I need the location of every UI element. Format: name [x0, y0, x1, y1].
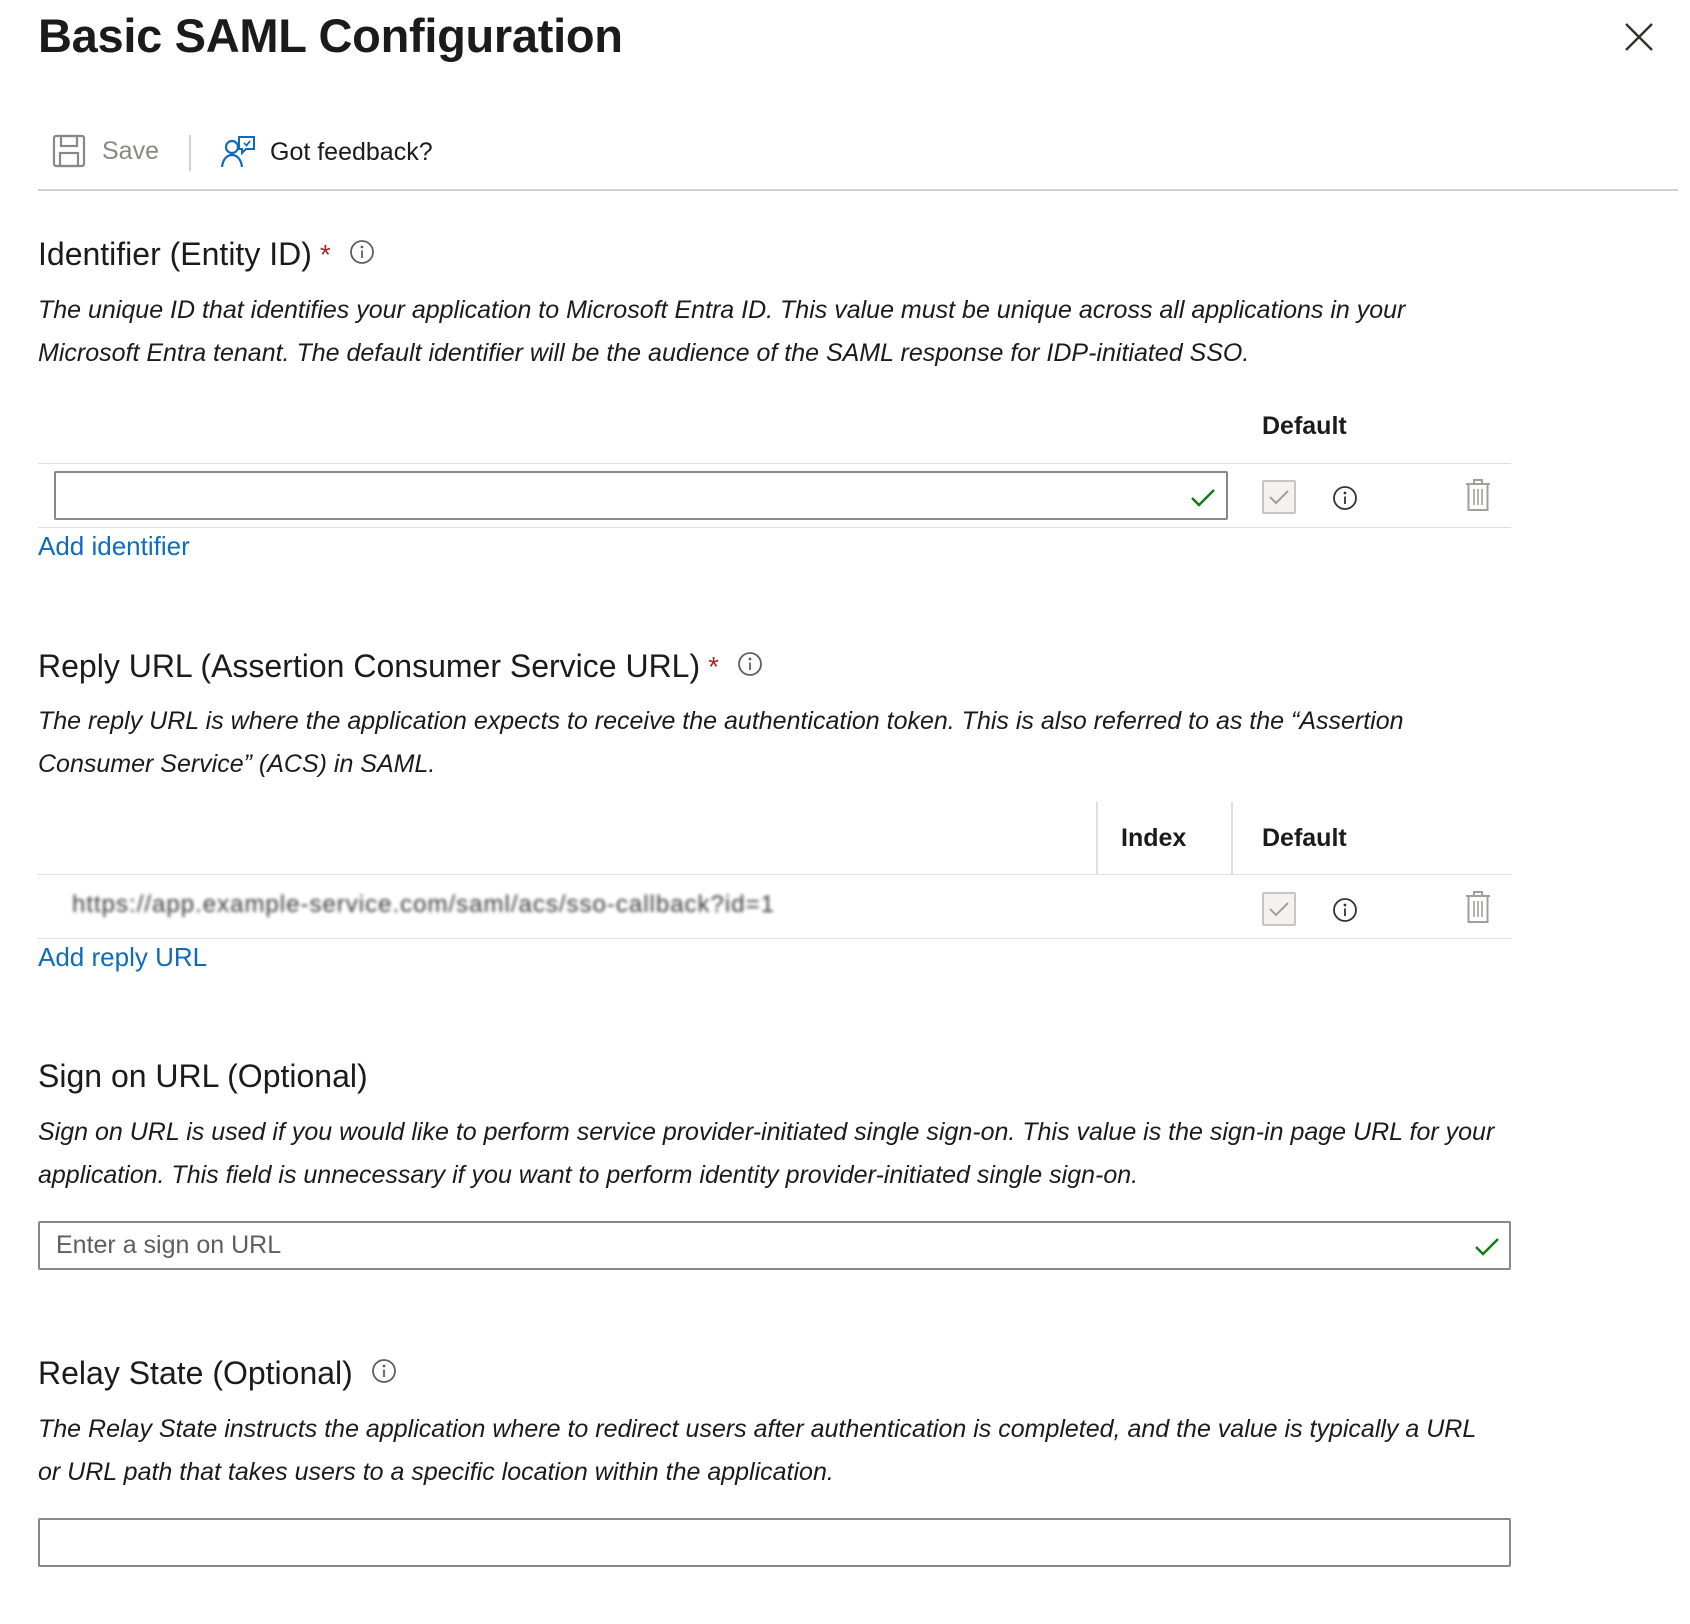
feedback-icon [220, 134, 256, 170]
identifier-input[interactable] [54, 471, 1228, 520]
required-marker: * [708, 650, 720, 682]
checkmark-icon [1268, 900, 1290, 918]
column-index: Index [1121, 824, 1187, 852]
add-reply-url-link[interactable]: Add reply URL [38, 942, 208, 972]
sign-on-url-heading [38, 1058, 368, 1095]
column-divider [1096, 802, 1098, 874]
delete-button[interactable] [1465, 890, 1491, 929]
info-icon[interactable] [349, 236, 375, 273]
identifier-heading [38, 236, 375, 273]
toolbar-separator [38, 189, 1678, 191]
relay-state-input[interactable] [38, 1518, 1511, 1567]
info-icon[interactable] [1332, 897, 1358, 928]
reply-url-heading [38, 648, 763, 685]
row-divider [38, 527, 1511, 528]
toolbar-divider [189, 135, 191, 171]
valid-check-icon [1474, 1236, 1500, 1258]
feedback-button[interactable] [220, 134, 433, 170]
add-identifier-link[interactable]: Add identifier [38, 531, 190, 561]
page-title: Basic SAML Configuration [38, 9, 623, 62]
sign-on-url-title: Sign on URL (Optional) [38, 1058, 368, 1094]
identifier-title: Identifier (Entity ID) [38, 236, 312, 272]
info-icon[interactable] [1332, 485, 1358, 516]
row-divider [38, 938, 1511, 939]
trash-icon [1465, 890, 1491, 924]
relay-state-description: The Relay State instructs the application where to redirect users after authentication is completed, and the value is typically a URL or URL path that takes users to a specific location within the application. [38, 1415, 1476, 1486]
column-divider [1231, 802, 1233, 874]
identifier-description: The unique ID that identifies your application to Microsoft Entra ID. This value must be unique across all applications in your Microsoft Entra tenant. The default identifier will be the audience of the SAML response for IDP-initiated SSO. [38, 296, 1406, 367]
table-header-divider [38, 463, 1511, 464]
save-button[interactable] [52, 134, 159, 168]
close-button[interactable] [1622, 20, 1656, 54]
required-marker: * [319, 238, 331, 270]
relay-state-heading [38, 1355, 397, 1392]
table-header-divider [38, 874, 1511, 875]
sign-on-url-input[interactable] [38, 1221, 1511, 1270]
trash-icon [1465, 478, 1491, 512]
valid-check-icon [1190, 487, 1216, 509]
save-icon [52, 134, 86, 168]
column-default: Default [1262, 412, 1347, 440]
save-label: Save [102, 136, 159, 165]
relay-state-title: Relay State (Optional) [38, 1355, 353, 1391]
checkmark-icon [1268, 488, 1290, 506]
delete-button[interactable] [1465, 478, 1491, 517]
reply-url-value[interactable]: https://app.example-service.com/saml/acs/sso-callback?id=1 [72, 891, 775, 918]
reply-url-title: Reply URL (Assertion Consumer Service URL) [38, 648, 701, 684]
sign-on-url-description: Sign on URL is used if you would like to perform service provider-initiated single sign-on. This value is the sign-in page URL for your application. This field is unnecessary if you want to perform identity provider-initiated single sign-on. [38, 1118, 1495, 1189]
info-icon[interactable] [737, 648, 763, 685]
default-checkbox[interactable] [1262, 892, 1296, 926]
default-checkbox[interactable] [1262, 480, 1296, 514]
info-icon[interactable] [371, 1355, 397, 1392]
close-icon [1622, 20, 1656, 54]
column-default: Default [1262, 824, 1347, 852]
reply-url-description: The reply URL is where the application expects to receive the authentication token. This is also referred to as the “Assertion Consumer Service” (ACS) in SAML. [38, 707, 1404, 778]
feedback-label: Got feedback? [270, 137, 433, 166]
